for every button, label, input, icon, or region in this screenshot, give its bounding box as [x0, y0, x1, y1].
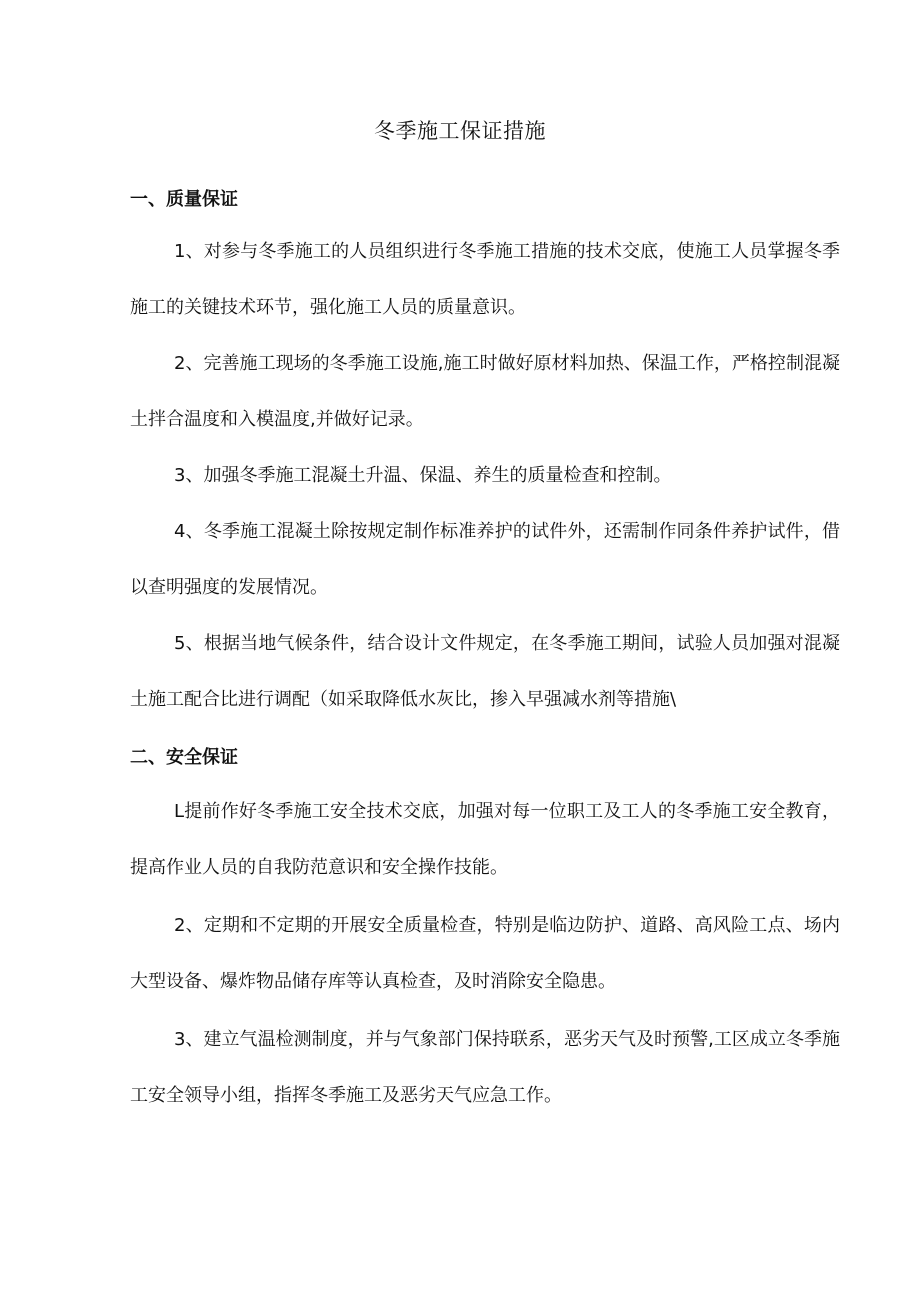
quality-paragraph-3: 3、加强冬季施工混凝土升温、保温、养生的质量检查和控制。 [174, 465, 672, 486]
safety-paragraph-2: 2、定期和不定期的开展安全质量检查，特别是临边防护、道路、高风险工点、场内大型设备、爆炸物品储存库等认真检查，及时消除安全隐患。 [130, 915, 840, 992]
quality-paragraph-5: 5、根据当地气候条件，结合设计文件规定，在冬季施工期间，试验人员加强对混凝土施工配合比进行调配（如采取降低水灰比，掺入早强减水剂等措施\ [130, 633, 840, 710]
section-heading-quality: 一、质量保证 [130, 189, 238, 210]
section-heading-safety: 二、安全保证 [130, 747, 238, 768]
quality-paragraph-4: 4、冬季施工混凝土除按规定制作标准养护的试件外，还需制作同条件养护试件，借以查明强度的发展情况。 [130, 521, 840, 598]
quality-paragraph-1: 1、对参与冬季施工的人员组织进行冬季施工措施的技术交底，使施工人员掌握冬季施工的关键技术环节，强化施工人员的质量意识。 [130, 241, 840, 318]
document-title: 冬季施工保证措施 [374, 119, 546, 143]
quality-paragraph-2: 2、完善施工现场的冬季施工设施,施工时做好原材料加热、保温工作，严格控制混凝土拌合温度和入模温度,并做好记录。 [130, 353, 840, 430]
safety-paragraph-3: 3、建立气温检测制度，并与气象部门保持联系，恶劣天气及时预警,工区成立冬季施工安全领导小组，指挥冬季施工及恶劣天气应急工作。 [130, 1029, 840, 1106]
safety-paragraph-1: L提前作好冬季施工安全技术交底，加强对每一位职工及工人的冬季施工安全教育，提高作业人员的自我防范意识和安全操作技能。 [130, 801, 840, 878]
